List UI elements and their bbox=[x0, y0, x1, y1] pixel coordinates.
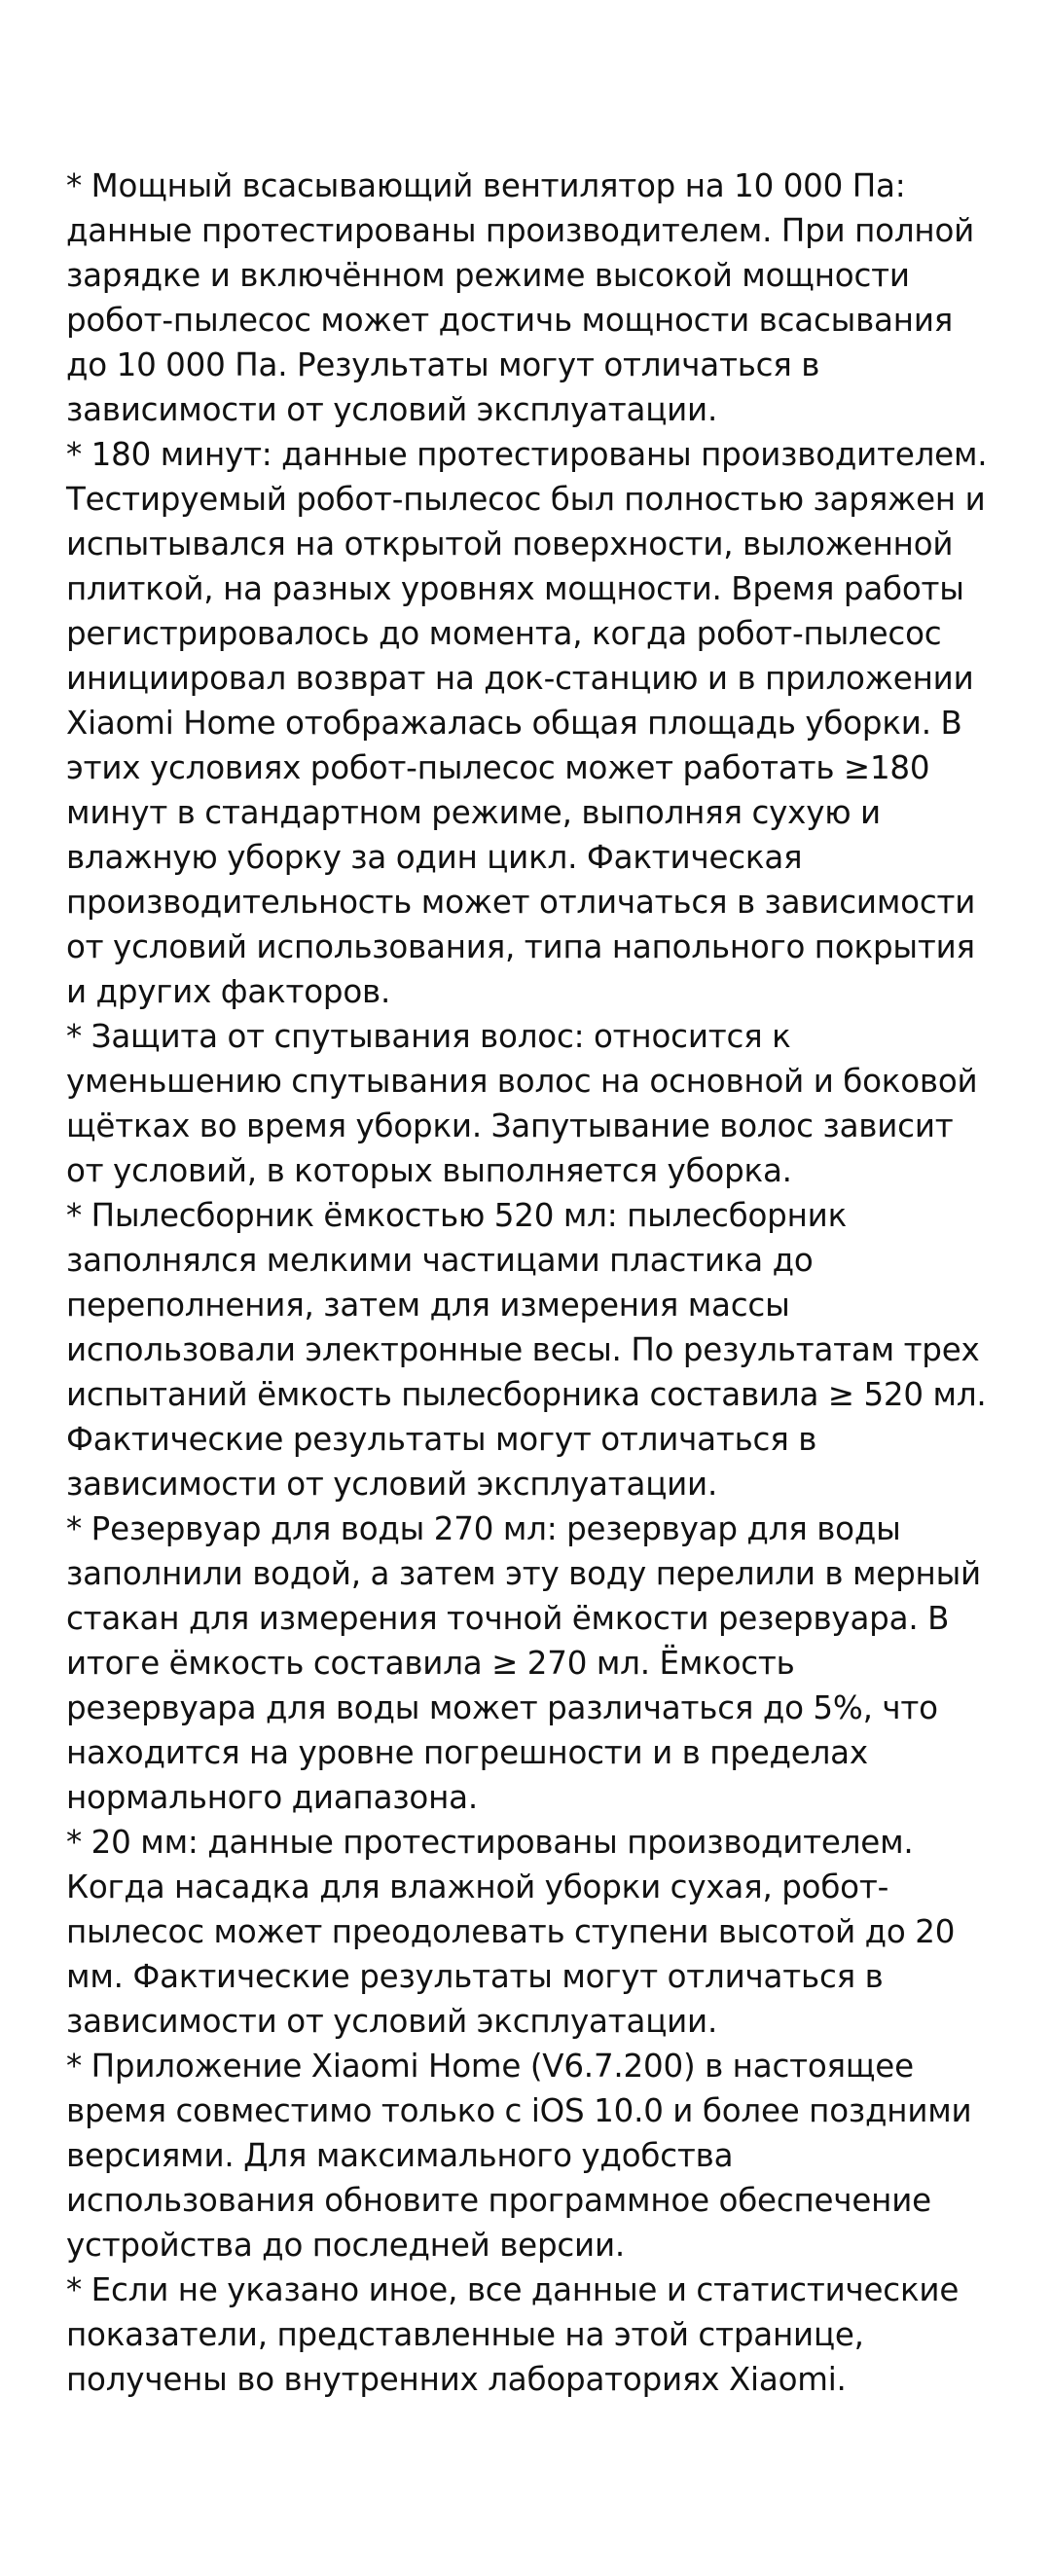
disclaimer-block bbox=[66, 163, 991, 2402]
footnote-dustbin: * Пылесборник ёмкостью 520 мл: пылесборник заполнялся мелкими частицами пластика до переполнения, затем для измерения массы использовали электронные весы. По результатам трех испытаний ёмкость пылесборника составила ≥ 520 мл. Фактические результаты могут отличаться в зависимости от условий эксплуатации. bbox=[66, 1197, 987, 1503]
footnote-water-tank: * Резервуар для воды 270 мл: резервуар для воды заполнили водой, а затем эту воду перелили в мерный стакан для измерения точной ёмкости резервуара. В итоге ёмкость составила ≥ 270 мл. Ёмкость резервуара для воды может различаться до 5%, что находится на уровне погрешности и в пределах нормального диапазона. bbox=[66, 1510, 981, 1816]
footnote-obstacle-height: * 20 мм: данные протестированы производителем. Когда насадка для влажной уборки сухая, робот-пылесос может преодолевать ступени высотой до 20 мм. Фактические результаты могут отличаться в зависимости от условий эксплуатации. bbox=[66, 1824, 956, 2040]
footnote-suction-power: * Мощный всасывающий вентилятор на 10 000 Па: данные протестированы производителем. При полной зарядке и включённом режиме высокой мощности робот-пылесос может достичь мощности всасывания до 10 000 Па. Результаты могут отличаться в зависимости от условий эксплуатации. bbox=[66, 167, 975, 428]
footnote-lab-data: * Если не указано иное, все данные и статистические показатели, представленные на этой странице, получены во внутренних лабораториях Xiaomi. bbox=[66, 2271, 960, 2398]
footnote-runtime: * 180 минут: данные протестированы производителем. Тестируемый робот-пылесос был полностью заряжен и испытывался на открытой поверхности, выложенной плиткой, на разных уровнях мощности. Время работы регистрировалось до момента, когда робот-пылесос инициировал возврат на док-станцию и в приложении Xiaomi Home отображалась общая площадь уборки. В этих условиях робот-пылесос может работать ≥180 минут в стандартном режиме, выполняя сухую и влажную уборку за один цикл. Фактическая производительность может отличаться в зависимости от условий использования, типа напольного покрытия и других факторов. bbox=[66, 436, 988, 1010]
footnote-app-compatibility: * Приложение Xiaomi Home (V6.7.200) в настоящее время совместимо только с iOS 10.0 и более поздними версиями. Для максимального удобства использования обновите программное обеспечение устройства до последней версии. bbox=[66, 2048, 972, 2264]
footnote-anti-tangle: * Защита от спутывания волос: относится к уменьшению спутывания волос на основной и боковой щётках во время уборки. Запутывание волос зависит от условий, в которых выполняется уборка. bbox=[66, 1018, 978, 1189]
